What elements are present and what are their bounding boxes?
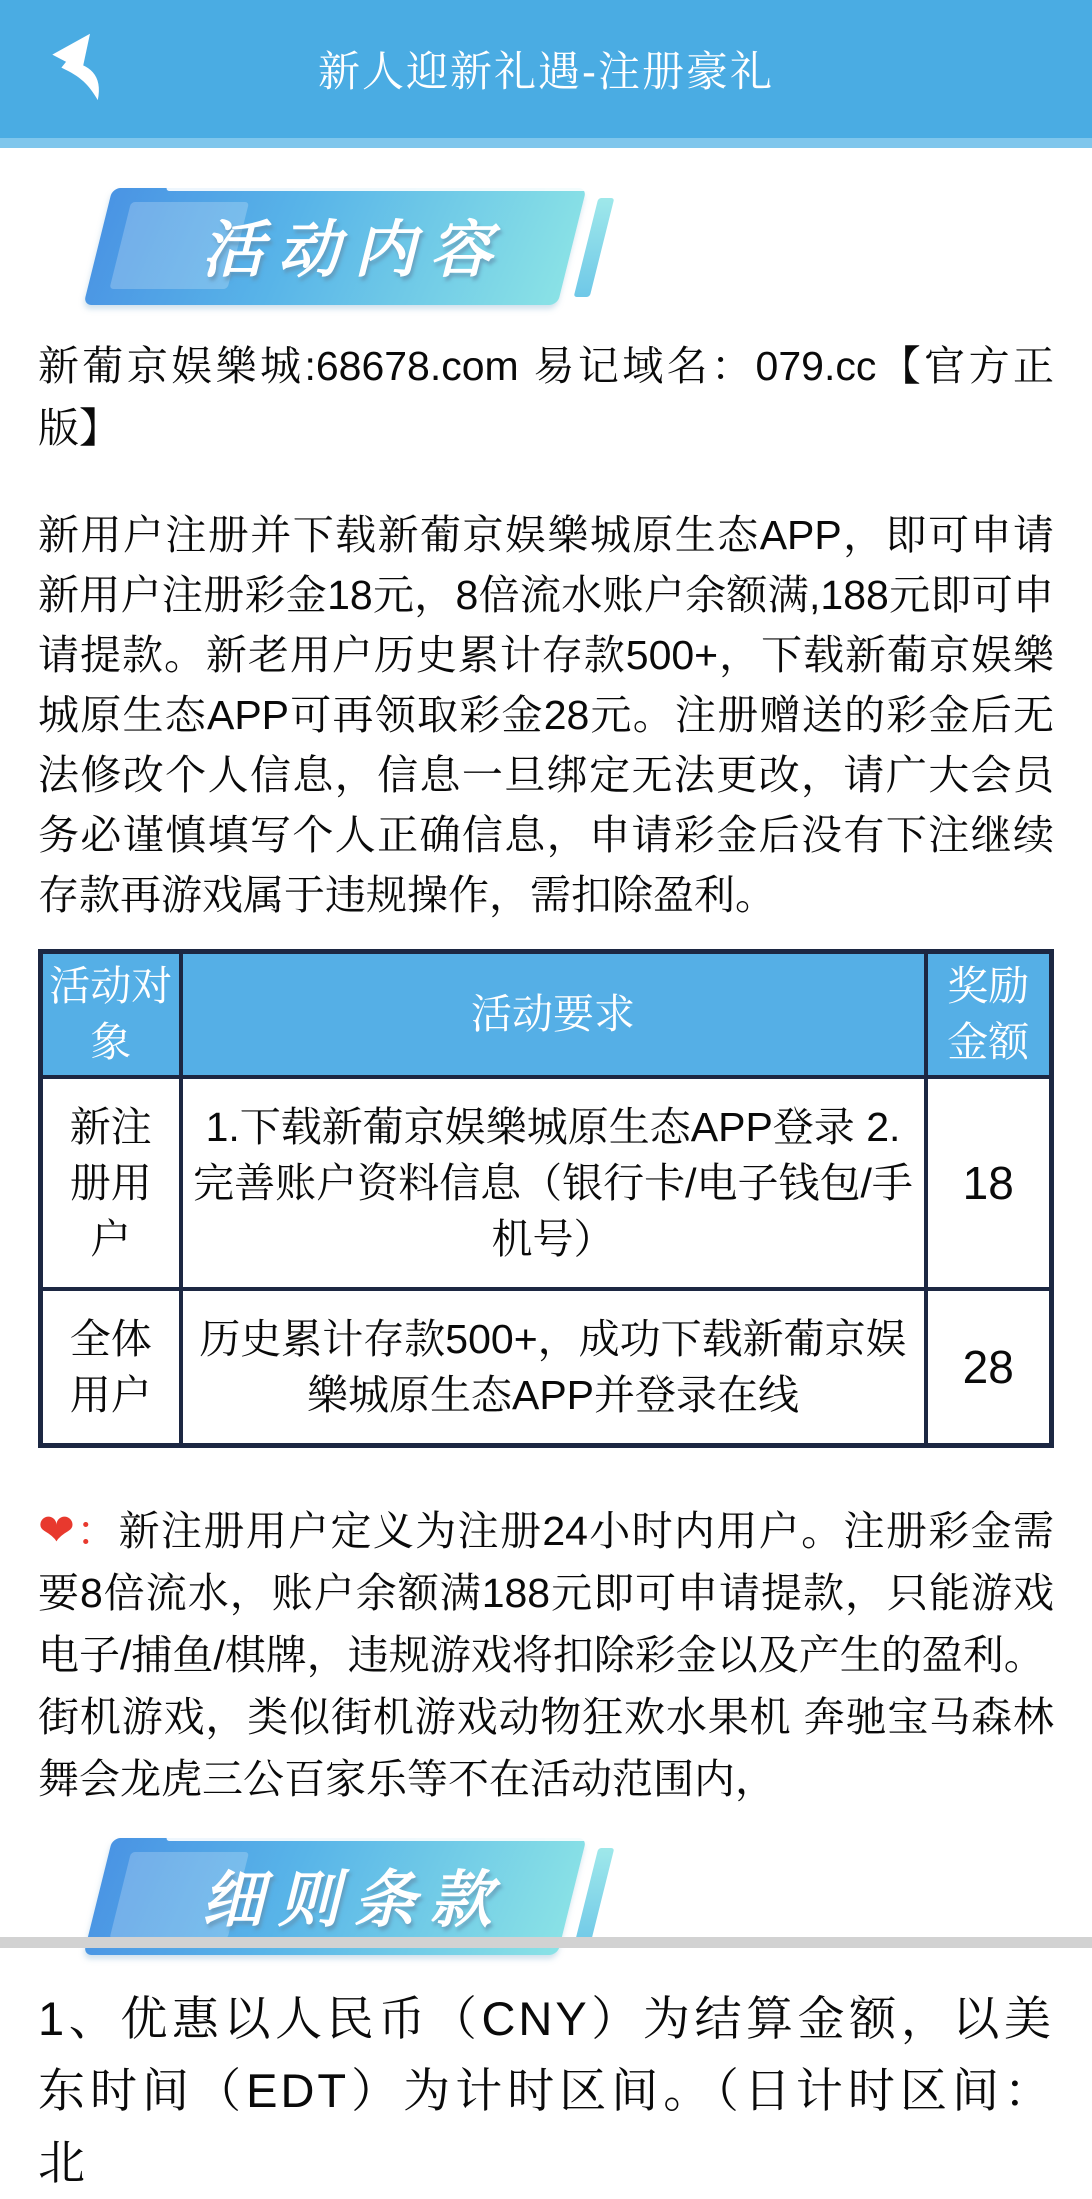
activity-banner bbox=[98, 188, 572, 305]
terms-banner-label: 细则条款 bbox=[198, 1865, 520, 1935]
note-text-1: 新注册用户定义为注册24小时内用户。注册彩金需要8倍流水，账户余额满188元即可申请提款，只能游戏电子/捕鱼/棋牌，违规游戏将扣除彩金以及产生的盈利。 bbox=[38, 1507, 1055, 1678]
table-cell-amount: 28 bbox=[926, 1289, 1052, 1446]
table-header-target: 活动对象 bbox=[41, 952, 181, 1077]
table-cell-target: 新注册用户 bbox=[41, 1077, 181, 1289]
table-header-amount: 奖励金额 bbox=[926, 952, 1052, 1077]
app-header bbox=[0, 0, 1092, 148]
promo-description-text: 新用户注册并下载新葡京娱樂城原生态APP，即可申请新用户注册彩金18元，8倍流水账户余额满,188元即可申请提款。新老用户历史累计存款500+，下载新葡京娱樂城原生态APP可再领取彩金28元。注册赠送的彩金后无法修改个人信息，信息一旦绑定无法更改，请广大会员务必谨慎填写个人正确信息，申请彩金后没有下注继续存款再游戏属于违规操作，需扣除盈利。 bbox=[38, 512, 1054, 918]
site-domain-text: 新葡京娱樂城:68678.com 易记域名：079.cc【官方正版】 bbox=[38, 343, 1054, 451]
table-cell-requirement: 历史累计存款500+，成功下载新葡京娱樂城原生态APP并登录在线 bbox=[181, 1289, 926, 1446]
note-line-1 bbox=[38, 1500, 1054, 1686]
table-header-row bbox=[41, 952, 1052, 1077]
notes-block bbox=[38, 1500, 1054, 1810]
table-cell-requirement: 1.下载新葡京娱樂城原生态APP登录 2.完善账户资料信息（银行卡/电子钱包/手机号） bbox=[181, 1077, 926, 1289]
note-line-2: 街机游戏，类似街机游戏动物狂欢水果机 奔驰宝马森林舞会龙虎三公百家乐等不在活动范围内， bbox=[38, 1693, 1054, 1802]
heart-colon: ： bbox=[76, 1507, 119, 1554]
promo-table bbox=[38, 949, 1054, 1448]
table-row bbox=[41, 1289, 1052, 1446]
table-cell-target: 全体用户 bbox=[41, 1289, 181, 1446]
table-cell-amount: 18 bbox=[926, 1077, 1052, 1289]
table-header-requirement: 活动要求 bbox=[181, 952, 926, 1077]
page-title: 新人迎新礼遇-注册豪礼 bbox=[318, 48, 774, 95]
content-area bbox=[0, 188, 1092, 2199]
bottom-divider-strip bbox=[0, 1937, 1092, 1948]
table-row bbox=[41, 1077, 1052, 1289]
terms-item-1: 1、优惠以人民币（CNY）为结算金额，以美东时间（EDT）为计时区间。（日计时区间：北 bbox=[38, 1991, 1054, 2189]
heart-icon: ❤ bbox=[38, 1505, 77, 1555]
activity-banner-label: 活动内容 bbox=[198, 216, 520, 285]
activity-banner-ribbon bbox=[83, 188, 586, 305]
